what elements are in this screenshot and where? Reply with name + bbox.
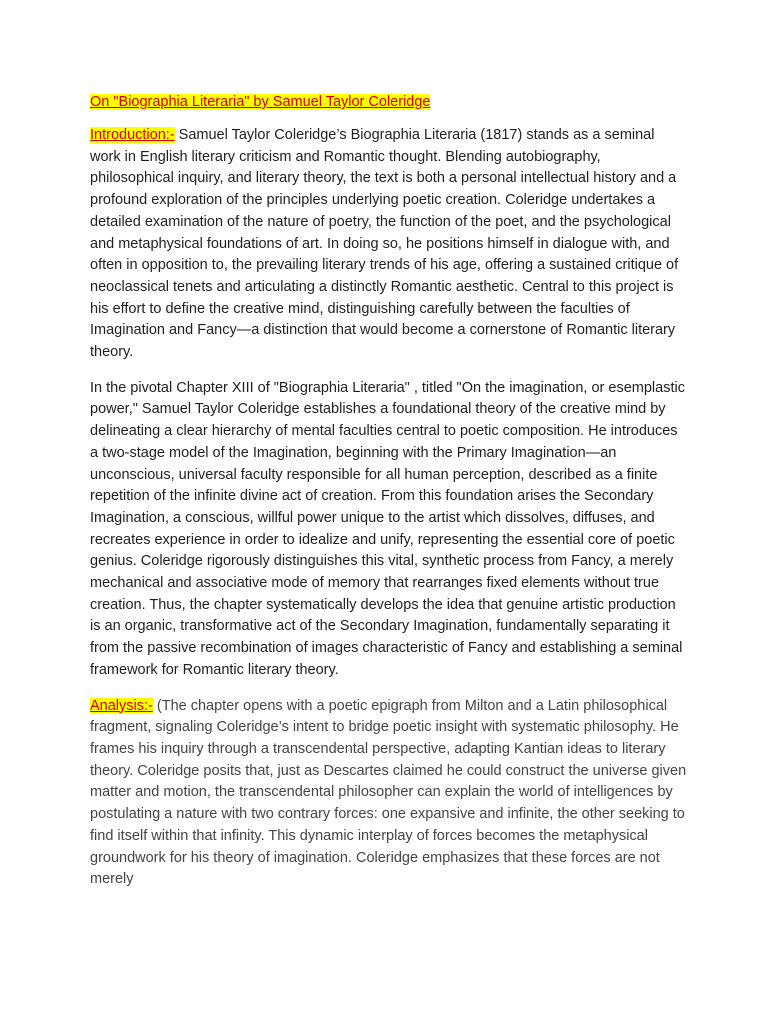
introduction-paragraph (90, 125, 688, 364)
introduction-text: Samuel Taylor Coleridge’s Biographia Literaria (1817) stands as a seminal work in English literary criticism and Romantic thought. Blending autobiography, philosophical inquiry, and literary theory, the text is both a personal intellectual history and a profound exploration of the principles underlying poetic creation. Coleridge undertakes a detailed examination of the nature of poetry, the function of the poet, and the psychological and metaphysical foundations of art. In doing so, he positions himself in dialogue with, and often in opposition to, the prevailing literary trends of his age, offering a sustained critique of neoclassical tenets and articulating a distinctly Romantic aesthetic. Central to this project is his effort to define the creative mind, distinguishing carefully between the faculties of Imagination and Fancy—a distinction that would become a cornerstone of Romantic literary theory. (90, 127, 679, 361)
document-title-text: On "Biographia Literaria" by Samuel Taylor Coleridge (90, 94, 431, 110)
document-page (90, 92, 688, 905)
chapter-xiii-paragraph: In the pivotal Chapter XIII of "Biographia Literaria" , titled "On the imagination, or esemplastic power," Samuel Taylor Coleridge establishes a foundational theory of the creative mind by delineating a clear hierarchy of mental faculties central to poetic composition. He introduces a two-stage model of the Imagination, beginning with the Primary Imagination—an unconscious, universal faculty responsible for all human perception, described as a finite repetition of the infinite divine act of creation. From this foundation arises the Secondary Imagination, a conscious, willful power unique to the artist which dissolves, diffuses, and recreates experience in order to idealize and unify, representing the essential core of poetic genius. Coleridge rigorously distinguishes this vital, synthetic process from Fancy, a merely mechanical and associative mode of memory that rearranges fixed elements without true creation. Thus, the chapter systematically develops the idea that genuine artistic production is an organic, transformative act of the Secondary Imagination, fundamentally separating it from the passive recombination of images characteristic of Fancy and establishing a seminal framework for Romantic literary theory. (90, 379, 685, 678)
document-title (90, 92, 688, 113)
introduction-label: Introduction:- (90, 127, 175, 143)
analysis-label: Analysis:- (90, 697, 153, 714)
analysis-paragraph (90, 696, 688, 891)
analysis-text: (The chapter opens with a poetic epigraph from Milton and a Latin philosophical fragment, signaling Coleridge’s intent to bridge poetic insight with systematic philosophy. He frames his inquiry through a transcendental perspective, adapting Kantian ideas to literary theory. Coleridge posits that, just as Descartes claimed he could construct the universe given matter and motion, the transcendental philosopher can explain the world of intelligences by postulating a nature with two contrary forces: one expansive and infinite, the other seeking to find itself within that infinity. This dynamic interplay of forces becomes the metaphysical groundwork for his theory of imagination. Coleridge emphasizes that these forces are not merely (90, 697, 687, 888)
